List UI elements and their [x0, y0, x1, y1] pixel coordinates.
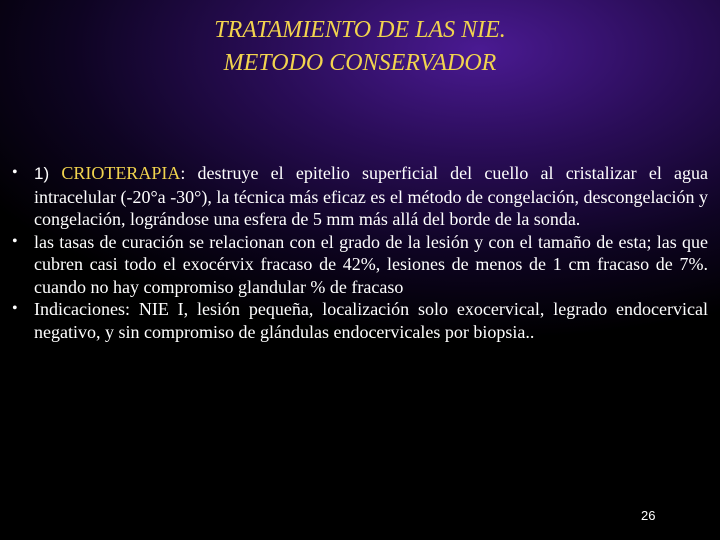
bullet-number: 1): [34, 164, 50, 183]
slide-title: [0, 14, 720, 80]
bullet-list: [12, 162, 708, 343]
bullet-text: Indicaciones: NIE I, lesión pequeña, localización solo exocervical, legrado endocervical negativo, y sin compromiso de glándulas endocervicales por biopsia..: [34, 299, 708, 342]
bullet-marker: •: [12, 300, 18, 317]
bullet-item-curacion: [12, 231, 708, 299]
bullet-marker: •: [12, 164, 18, 181]
crioterapia-heading: CRIOTERAPIA: [61, 163, 181, 183]
bullet-item-indicaciones: [12, 298, 708, 343]
slide-title-line-2: METODO CONSERVADOR: [223, 50, 497, 76]
bullet-text: las tasas de curación se relacionan con el grado de la lesión y con el tamaño de esta; las que cubren casi todo el exocérvix fracaso de 42%, lesiones de menos de 1 cm fracaso de 7%. cuando no hay compromiso glandular % de fracaso: [34, 231, 708, 297]
bullet-item-crioterapia: [12, 162, 708, 231]
bullet-marker: •: [12, 232, 18, 250]
bullet-text: : destruye el epitelio superficial del cuello al cristalizar el agua intracelular (-20°a -30°), la técnica más eficaz es el método de congelación, descongelación y congelación, lográndose una esfera de 5 mm más allá del borde de la sonda.: [34, 163, 708, 229]
slide-title-line-1: TRATAMIENTO DE LAS NIE.: [214, 17, 506, 43]
page-number: 26: [641, 508, 656, 523]
